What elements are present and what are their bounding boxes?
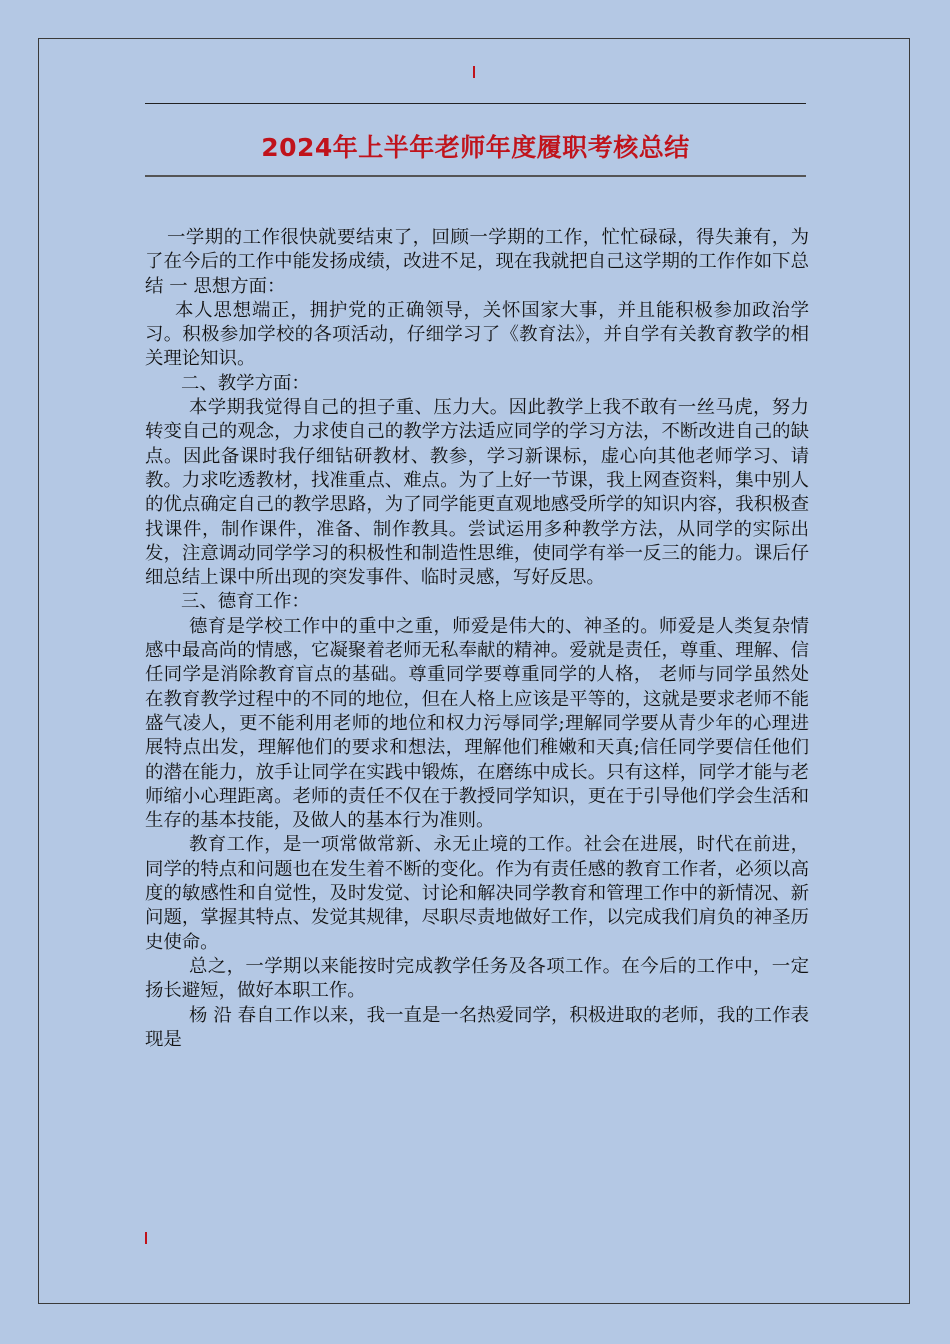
document-body	[145, 226, 809, 1052]
paragraph-closing: 杨 沿 春自工作以来，我一直是一名热爱同学，积极进取的老师，我的工作表现是	[145, 1004, 809, 1050]
paragraph-summary: 总之，一学期以来能按时完成教学任务及各项工作。在今后的工作中，一定扬长避短，做好本职工作。	[145, 955, 809, 1002]
bottom-margin-mark	[145, 1232, 147, 1244]
document-title: 2024年上半年老师年度履职考核总结	[261, 133, 690, 162]
paragraph-moral: 德育是学校工作中的重中之重，师爱是伟大的、神圣的。师爱是人类复杂情感中最高尚的情感，它凝聚着老师无私奉献的精神。爱就是责任，尊重、理解、信任同学是消除教育盲点的基础。尊重同学要尊重同学的人格， 老师与同学虽然处在教育教学过程中的不同的地位，但在人格上应该是平等的，这就是要求老师不能盛气凌人，更不能利用老师的地位和权力污辱同学;理解同学要从青少年的心理进展特点出发，理解他们的要求和想法，理解他们稚嫩和天真;信任同学要信任他们的潜在能力，放手让同学在实践中锻炼，在磨练中成长。只有这样，同学才能与老师缩小心理距离。老师的责任不仅在于教授同学知识，更在于引导他们学会生活和生存的基本技能，及做人的基本行为准则。	[145, 615, 809, 832]
paragraph-intro: 一学期的工作很快就要结束了，回顾一学期的工作，忙忙碌碌，得失兼有，为了在今后的工作中能发扬成绩，改进不足，现在我就把自己这学期的工作作如下总结 一 思想方面：	[145, 227, 809, 297]
top-margin-mark	[473, 66, 475, 78]
paragraph-teaching: 本学期我觉得自己的担子重、压力大。因此教学上我不敢有一丝马虎，努力转变自己的观念，力求使自己的教学方法适应同学的学习方法，不断改进自己的缺点。因此备课时我仔细钻研教材、教参，学习新课标，虚心向其他老师学习、请教。力求吃透教材，找准重点、难点。为了上好一节课，我上网查资料，集中别人的优点确定自己的教学思路，为了同学能更直观地感受所学的知识内容，我积极查找课件，制作课件，准备、制作教具。尝试运用多种教学方法，从同学的实际出发，注意调动同学学习的积极性和制造性思维，使同学有举一反三的能力。课后仔细总结上课中所出现的突发事件、临时灵感，写好反思。	[145, 397, 809, 589]
paragraph-thought: 本人思想端正，拥护党的正确领导，关怀国家大事，并且能积极参加政治学习。积极参加学校的各项活动，仔细学习了《教育法》，并自学有关教育教学的相关理论知识。	[145, 299, 809, 370]
title-rule	[145, 175, 806, 177]
section-heading-moral: 三、德育工作：	[181, 591, 310, 613]
section-heading-teaching: 二、教学方面：	[181, 372, 310, 394]
header-rule	[145, 103, 806, 104]
paragraph-education-work: 教育工作，是一项常做常新、永无止境的工作。社会在进展，时代在前进，同学的特点和问题也在发生着不断的变化。作为有责任感的教育工作者，必须以高度的敏感性和自觉性，及时发觉、讨论和解决同学教育和管理工作中的新情况、新问题，掌握其特点、发觉其规律，尽职尽责地做好工作，以完成我们肩负的神圣历史使命。	[145, 834, 809, 953]
